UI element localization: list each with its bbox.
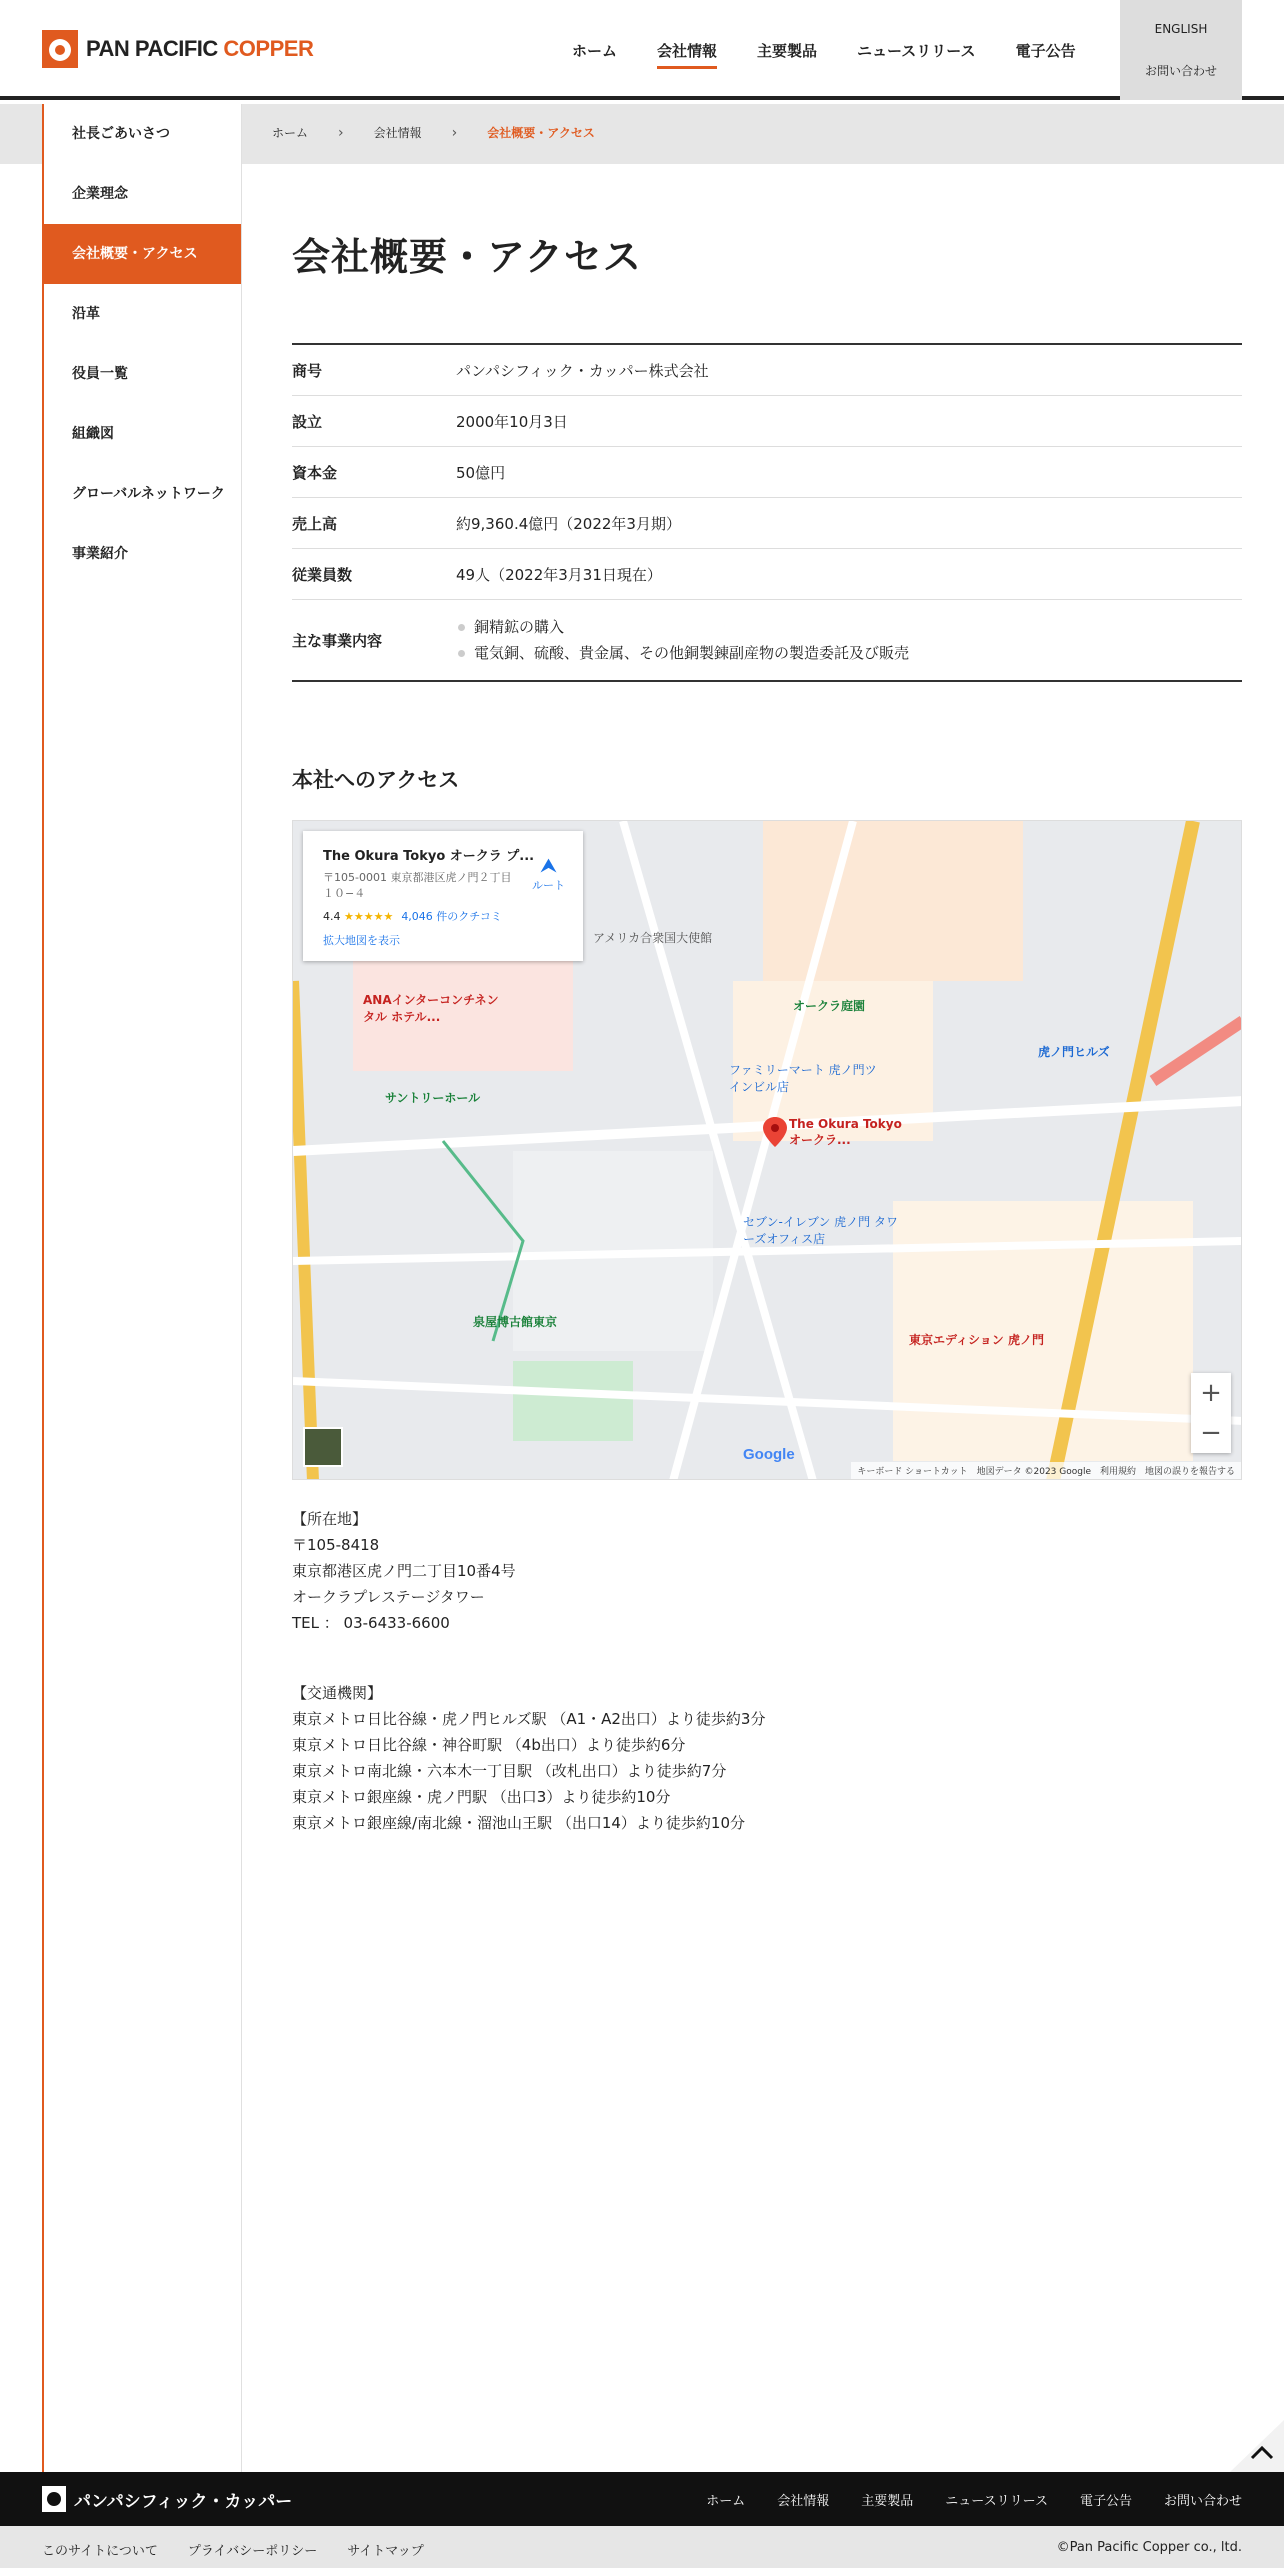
chevron-right-icon: ›	[338, 124, 344, 141]
transport-line: 東京メトロ銀座線/南北線・溜池山王駅 （出口14）より徒歩約10分	[292, 1814, 745, 1832]
header-utility	[1120, 0, 1242, 100]
sidebar-item-greeting[interactable]: 社長ごあいさつ	[72, 126, 170, 142]
page-top-button[interactable]	[1190, 2420, 1284, 2472]
address-tel: TEL ： 03-6433-6600	[292, 1614, 450, 1632]
footer-nav-notice[interactable]: 電子公告	[1079, 2494, 1132, 2509]
place-rating: 4.4 ★★★★★ 4,046 件のクチコミ	[323, 910, 502, 923]
transport-heading: 【交通機関】	[292, 1684, 383, 1702]
map-attribution[interactable]: キーボード ショートカット 地図データ ©2023 Google 利用規約 地図の誤りを報告する	[851, 1462, 1241, 1479]
zoom-control	[1191, 1373, 1231, 1453]
map-pin-icon[interactable]	[763, 1117, 787, 1147]
footer-nav-products[interactable]: 主要製品	[861, 2494, 914, 2509]
table-row	[292, 498, 1242, 549]
sidebar-item-business[interactable]: 事業紹介	[72, 546, 128, 562]
footer-nav	[706, 2490, 1242, 2509]
list-item: 銅精鉱の購入	[456, 614, 909, 640]
sidebar-divider	[241, 104, 242, 2472]
nav-home[interactable]: ホーム	[572, 42, 618, 60]
google-map[interactable]	[292, 820, 1242, 1480]
row-key: 売上高	[292, 514, 338, 533]
row-key: 主な事業内容	[292, 631, 383, 650]
address-postal: 〒105-8418	[292, 1536, 380, 1554]
breadcrumb-home[interactable]: ホーム	[272, 126, 309, 140]
satellite-toggle[interactable]	[303, 1427, 343, 1467]
copyright: ©Pan Pacific Copper co., ltd.	[1056, 2540, 1242, 2555]
sidebar-item-overview[interactable]: 会社概要・アクセス	[44, 224, 241, 284]
nav-news[interactable]: ニュースリリース	[857, 42, 976, 60]
access-heading: 本社へのアクセス	[292, 768, 460, 792]
nav-notice[interactable]: 電子公告	[1015, 42, 1076, 60]
chevron-up-icon	[1190, 2420, 1284, 2472]
map-label: 泉屋博古館東京	[473, 1315, 558, 1329]
sidebar-item-philosophy[interactable]: 企業理念	[72, 186, 128, 202]
sidebar-item-organization[interactable]: 組織図	[72, 426, 114, 442]
route-button[interactable]: ⮝ ルート	[532, 853, 565, 892]
row-value: 50億円	[456, 463, 506, 482]
transport-line: 東京メトロ南北線・六本木一丁目駅 （改札出口）より徒歩約7分	[292, 1762, 727, 1780]
row-value	[456, 614, 909, 666]
sub-footer	[0, 2526, 1284, 2568]
nav-products[interactable]: 主要製品	[757, 42, 818, 60]
map-label: ANAインターコンチネンタル ホテル...	[363, 993, 499, 1024]
directions-icon: ⮝	[540, 853, 557, 877]
map-label: 東京エディション 虎ノ門	[909, 1333, 1044, 1347]
breadcrumb-current: 会社概要・アクセス	[487, 126, 595, 140]
english-link[interactable]: ENGLISH	[1154, 22, 1208, 36]
map-label: 虎ノ門ヒルズ	[1038, 1045, 1110, 1059]
footer-nav-company[interactable]: 会社情報	[777, 2494, 830, 2509]
table-row	[292, 447, 1242, 498]
map-pin-label: The Okura Tokyo オークラ...	[789, 1117, 902, 1147]
reviews-link[interactable]: 4,046 件のクチコミ	[401, 910, 502, 923]
row-value: 49人（2022年3月31日現在）	[456, 565, 662, 584]
place-name: The Okura Tokyo オークラ プ...	[323, 849, 535, 864]
sitemap-link[interactable]: サイトマップ	[347, 2544, 424, 2559]
map-label: アメリカ合衆国大使館	[593, 931, 713, 945]
map-label: オークラ庭園	[793, 999, 866, 1013]
address-line2: オークラプレステージタワー	[292, 1588, 485, 1606]
logo-mark-icon	[42, 30, 78, 68]
place-address: 〒105-0001 東京都港区虎ノ門２丁目 １０−４	[323, 871, 512, 900]
row-value: パンパシフィック・カッパー株式会社	[456, 361, 709, 380]
business-list	[456, 614, 909, 666]
transport-line: 東京メトロ日比谷線・神谷町駅 （4b出口）より徒歩約6分	[292, 1736, 686, 1754]
table-row	[292, 396, 1242, 447]
transport-block	[292, 1680, 765, 1836]
sidebar-item-global[interactable]: グローバルネットワーク	[72, 486, 225, 502]
map-label: セブン-イレブン 虎ノ門 タワーズオフィス店	[743, 1215, 899, 1246]
map-label: サントリーホール	[385, 1091, 481, 1105]
star-rating-icon: ★★★★★	[344, 910, 394, 923]
row-key: 商号	[292, 361, 323, 380]
table-row	[292, 549, 1242, 600]
footer-links	[42, 2540, 424, 2559]
table-row	[292, 345, 1242, 396]
map-place-card	[303, 831, 583, 961]
sidebar-item-officers[interactable]: 役員一覧	[72, 366, 128, 382]
transport-line: 東京メトロ銀座線・虎ノ門駅 （出口3）より徒歩約10分	[292, 1788, 671, 1806]
zoom-in-button[interactable]: +	[1200, 1378, 1222, 1408]
address-line1: 東京都港区虎ノ門二丁目10番4号	[292, 1562, 516, 1580]
zoom-out-button[interactable]: −	[1200, 1418, 1222, 1448]
footer-nav-home[interactable]: ホーム	[706, 2494, 746, 2509]
sidebar	[44, 104, 241, 584]
about-site-link[interactable]: このサイトについて	[42, 2544, 158, 2559]
site-header	[0, 0, 1284, 100]
transport-line: 東京メトロ日比谷線・虎ノ門ヒルズ駅 （A1・A2出口）より徒歩約3分	[292, 1710, 766, 1728]
breadcrumb	[272, 124, 595, 141]
row-key: 資本金	[292, 463, 338, 482]
footer-nav-contact[interactable]: お問い合わせ	[1163, 2494, 1242, 2509]
page-title: 会社概要・アクセス	[292, 235, 642, 279]
map-label: ファミリーマート 虎ノ門ツインビル店	[729, 1063, 877, 1094]
row-key: 従業員数	[292, 565, 353, 584]
table-row	[292, 600, 1242, 680]
site-logo[interactable]	[42, 30, 313, 68]
site-footer	[0, 2472, 1284, 2526]
list-item: 電気銅、硫酸、貴金属、その他銅製錬副産物の製造委託及び販売	[456, 640, 909, 666]
nav-company[interactable]: 会社情報	[657, 40, 717, 69]
logo-text: PAN PACIFIC COPPER	[86, 36, 314, 61]
contact-link[interactable]: お問い合わせ	[1144, 64, 1217, 78]
logo-mark-icon	[42, 2486, 66, 2512]
chevron-right-icon: ›	[451, 124, 458, 141]
address-heading: 【所在地】	[292, 1510, 368, 1528]
company-info-table	[292, 343, 1242, 682]
footer-nav-news[interactable]: ニュースリリース	[945, 2494, 1048, 2509]
privacy-link[interactable]: プライバシーポリシー	[187, 2544, 318, 2559]
breadcrumb-company[interactable]: 会社情報	[373, 126, 422, 140]
sidebar-item-history[interactable]: 沿革	[72, 306, 100, 322]
row-value: 約9,360.4億円（2022年3月期）	[456, 514, 681, 533]
google-logo: Google	[743, 1446, 795, 1463]
address-block	[292, 1506, 516, 1636]
row-value: 2000年10月3日	[456, 412, 568, 431]
footer-logo[interactable]: パンパシフィック・カッパー	[42, 2486, 292, 2512]
row-key: 設立	[292, 412, 323, 431]
global-nav	[572, 40, 1076, 69]
larger-map-link[interactable]: 拡大地図を表示	[323, 934, 400, 947]
